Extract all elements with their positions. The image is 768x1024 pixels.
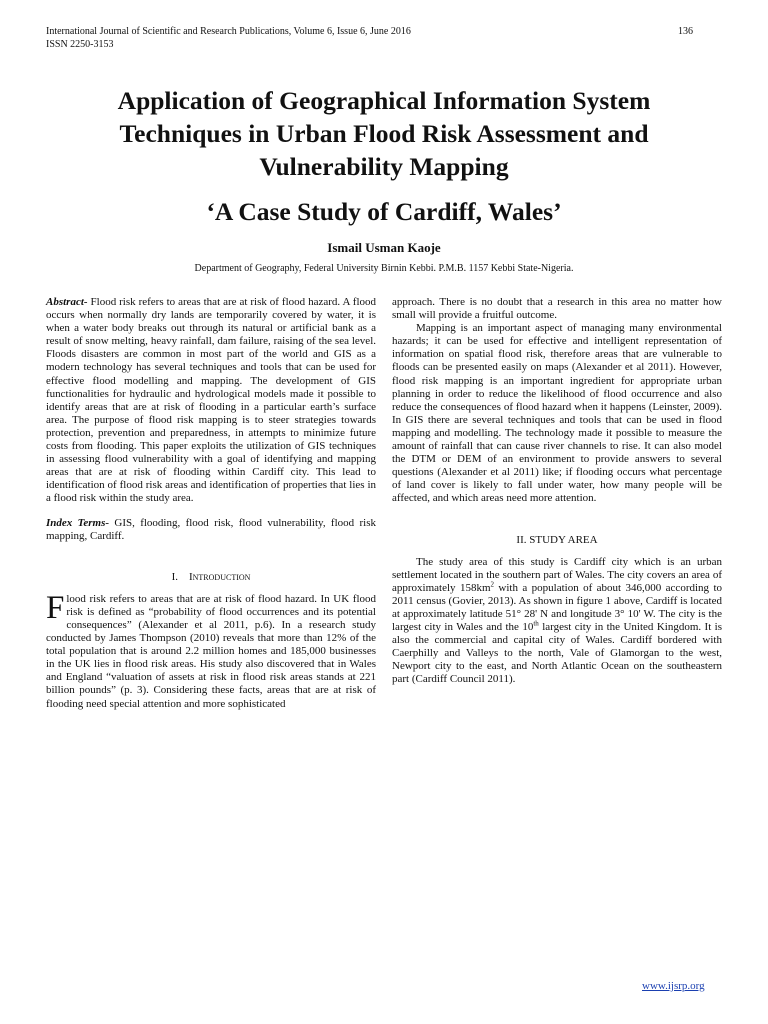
index-terms-label: Index Terms- [46,516,110,529]
author-affiliation: Department of Geography, Federal University Birnin Kebbi. P.M.B. 1157 Kebbi State-Nigeria. [194,263,574,274]
issn: ISSN 2250-3153 [46,39,114,50]
section-heading-introduction [46,571,376,584]
study-area-text: The study area of this study is Cardiff city which is an urban settlement located in the southern part of Wales. The city covers an area of approximately 158km [392,555,722,594]
mapping-paragraph: Mapping is an important aspect of managing many environmental hazards; it can be used for effective and intelligent representation of information on spatial flood risk, therefore areas that are vulnerable to floods can be presented easily on maps (Alexander et al 2011). However, flood risk mapping is an important ingredient for appropriate urban planning in order to reduce the likelihood of flood occurrence and also reduce the consequences of flood hazard when it happens (Leinster, 2009). In GIS there are several techniques and tools that can be used in flood mapping and modelling. The technology made it possible to measure the amount of rainfall that can cause river channels to rise. It can also model the DTM or DEM of an environment to provide answers to several questions (Alexander et al 2011) like; if flooding occurs what percentage of land cover is likely to fall under water, how many people will be affected, and which areas need more attention. [392,322,722,505]
author-name: Ismail Usman Kaoje [327,240,441,255]
title-line: Application of Geographical Information System [117,86,651,115]
journal-header: International Journal of Scientific and Research Publications, Volume 6, Issue 6, June 2016 [46,26,411,37]
study-area-text: with a population of about 346,000 according to 2011 census (Govier, 2013). As shown in figure 1 above, Cardiff is located at approximately latitude 51° 28' N and longitude 3° 10' W. The city is the largest city in Wales and the 10 [392,581,722,634]
abstract-label: Abstract- [46,296,88,308]
index-terms [46,517,376,543]
page-number: 136 [678,26,693,37]
abstract-text: Flood risk refers to areas that are at risk of flood hazard. A flood occurs when normally dry lands are temporarily covered by water, it is when a water body breaks out through its natural or artificial bank as a result of snow melting, heavy rainfall, dam failure, raising of the sea level. Floods disasters are common in most part of the world and GIS as a modern technology has several techniques and tools that can be used for effective flood modelling and mapping. The development of GIS functionalities for hydraulic and hydrological models made it possible to identify areas that are at risk of flooding in a particular earth’s surface area. The purpose of flood risk mapping is to steer strategies towards protection, prevention and preparedness, in attempts to minimize future costs from flooding. This paper exploits the utilization of GIS techniques in assessing flood vulnerability with a goal of identifying and mapping areas that are at risk of flooding within Cardiff city. This lead to identification of flood risk areas and identification of properties that lies in a flood risk within the study area. [46,296,376,505]
title-line: Techniques in Urban Flood Risk Assessment and [119,119,649,148]
study-area-text: largest city in the United Kingdom. It is also the commercial and capital city of Wales. Cardiff bordered with Caerphilly and Valleys to the north, Vale of Glamorgan to the west, Newport city to the east, and North Atlantic Ocean on the southeastern part (Cardiff Council 2011). [392,621,722,686]
superscript: 2 [490,580,494,589]
paper-subtitle: ‘A Case Study of Cardiff, Wales’ [206,197,562,226]
study-area-paragraph [392,556,722,687]
section-number: I. [171,570,178,583]
introduction-text: lood risk refers to areas that are at risk of flood hazard. In UK flood risk is defined as “probability of flood occurrences and its potential consequences” (Alexander et al 2011, p.6). In a research study conducted by James Thompson (2010) reveals that more than 12% of the total population that is around 2.2 million homes and 185,000 businesses in the UK lies in flood risk areas. His study also discovered that in Wales and England “valuation of assets at risk in flood risk areas stands at 221 billion pounds” (p. 3). Considering these facts, areas that are at risk of flooding need special attention and more sophisticated [46,592,376,710]
drop-cap: F [46,589,65,626]
journal-website-link[interactable]: www.ijsrp.org [642,980,705,992]
section-heading-study-area: II. STUDY AREA [516,533,598,546]
continuation-paragraph: approach. There is no doubt that a research in this area no matter how small will provide a fruitful outcome. [392,296,722,322]
abstract [46,296,376,506]
index-terms-text: GIS, flooding, flood risk, flood vulnerability, flood risk mapping, Cardiff. [46,516,377,542]
paper-title [60,84,708,183]
superscript: th [533,619,539,628]
left-column [46,296,376,711]
section-title: Introduction [188,570,251,583]
introduction-paragraph [46,589,376,711]
title-line: Vulnerability Mapping [259,152,509,181]
right-column [392,296,722,687]
